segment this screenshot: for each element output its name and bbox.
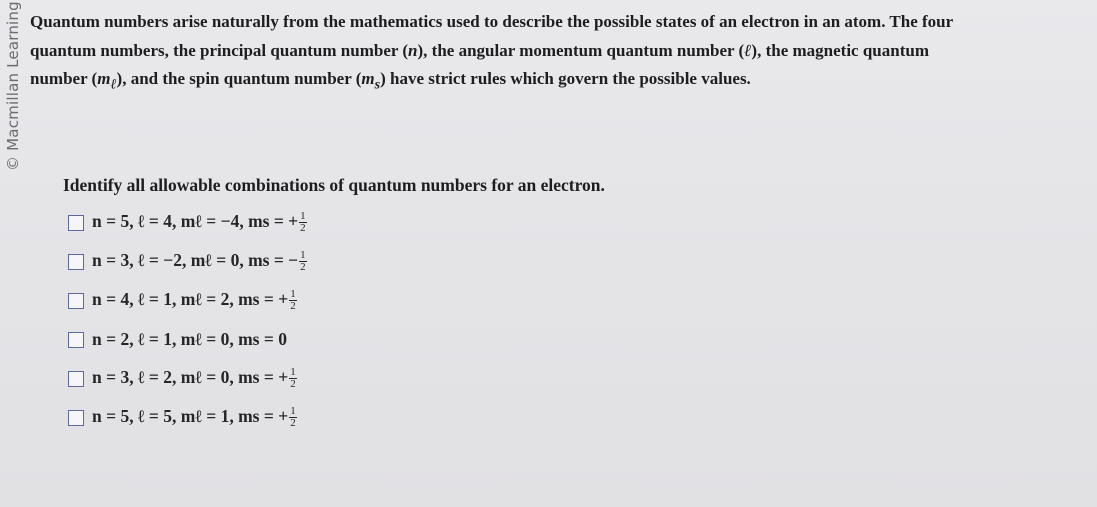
option-1[interactable] <box>68 203 307 242</box>
intro-line-2: quantum numbers, the principal quantum number (n), the angular momentum quantum number (ℓ), the magnetic quantum <box>30 40 929 60</box>
intro-line-1: Quantum numbers arise naturally from the mathematics used to describe the possible states of an electron in an atom. The four <box>30 12 954 31</box>
option-6[interactable] <box>68 398 307 437</box>
checkbox[interactable] <box>68 215 84 231</box>
option-4[interactable] <box>68 320 307 359</box>
fraction: $\frac{1}{2}$ <box>300 210 306 235</box>
option-label[interactable]: n = 3, ℓ = −2, mℓ = 0, ms = − $\frac{1}{2}$ <box>92 249 306 274</box>
fraction: $\frac{1}{2}$ <box>290 405 296 430</box>
option-label[interactable]: n = 5, ℓ = 4, mℓ = −4, ms = + $\frac{1}{2}$ <box>92 210 306 235</box>
checkbox[interactable] <box>68 371 84 387</box>
checkbox[interactable] <box>68 254 84 270</box>
option-label[interactable]: n = 5, ℓ = 5, mℓ = 1, ms = + $\frac{1}{2}$ <box>92 405 296 430</box>
option-label[interactable]: n = 3, ℓ = 2, mℓ = 0, ms = + $\frac{1}{2}$ <box>92 366 296 391</box>
option-2[interactable] <box>68 242 307 281</box>
fraction: $\frac{1}{2}$ <box>290 288 296 313</box>
checkbox[interactable] <box>68 293 84 309</box>
option-label[interactable]: n = 4, ℓ = 1, mℓ = 2, ms = + $\frac{1}{2}$ <box>92 288 296 313</box>
checkbox[interactable] <box>68 332 84 348</box>
fraction: $\frac{1}{2}$ <box>300 249 306 274</box>
option-label[interactable]: n = 2, ℓ = 1, mℓ = 0, ms = 0 <box>92 329 287 349</box>
question-intro <box>30 8 1085 99</box>
option-5[interactable] <box>68 359 307 398</box>
fraction: $\frac{1}{2}$ <box>290 366 296 391</box>
copyright-watermark: © Macmillan Learning <box>4 1 22 171</box>
answer-options <box>68 203 307 437</box>
option-3[interactable] <box>68 281 307 320</box>
question-prompt: Identify all allowable combinations of quantum numbers for an electron. <box>63 175 605 195</box>
checkbox[interactable] <box>68 410 84 426</box>
intro-line-3: number $(m_\ell)$, and the spin quantum number $(m_s)$ have strict rules which govern the possible values. <box>30 69 751 93</box>
